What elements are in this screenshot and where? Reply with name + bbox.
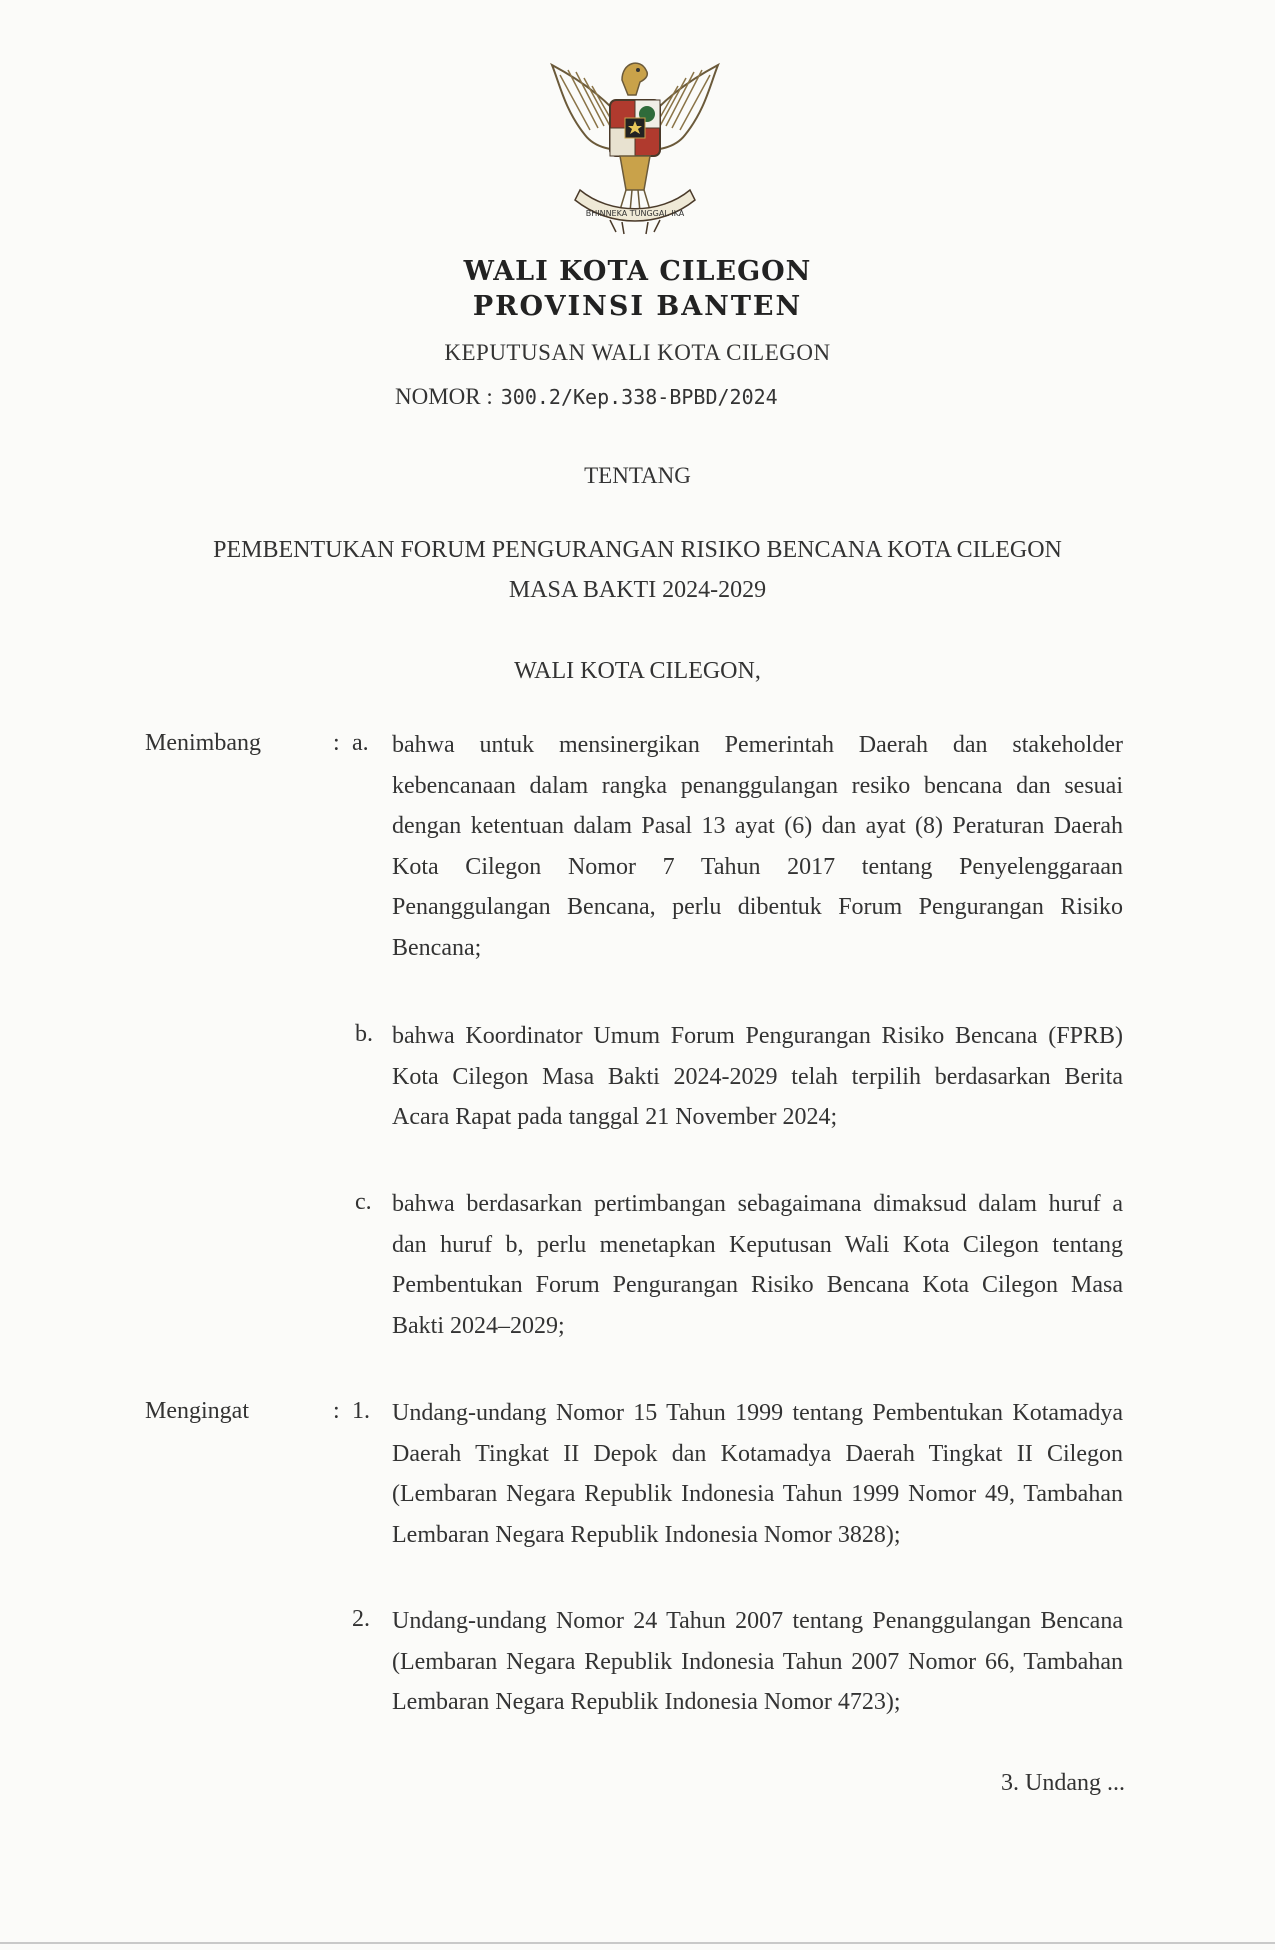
- garuda-emblem-icon: [540, 40, 730, 240]
- issuer-title: WALI KOTA CILEGON: [463, 256, 812, 287]
- subject-line-1: PEMBENTUKAN FORUM PENGURANGAN RISIKO BENCANA KOTA CILEGON: [213, 537, 1062, 563]
- menimbang-item-a: bahwa untuk mensinergikan Pemerintah Daerah dan stakeholder kebencanaan dalam rangka penanggulangan resiko bencana dan sesuai dengan ketentuan dalam Pasal 13 ayat (6) dan ayat (8) Peraturan Daerah Kota Cilegon Nomor 7 Tahun 2017 tentang Penyelenggaraan Penanggulangan Bencana, perlu dibentuk Forum Pengurangan Risiko Bencana;: [392, 732, 1123, 961]
- menimbang-colon: :: [333, 730, 340, 756]
- subject-line-2: MASA BAKTI 2024-2029: [508, 577, 767, 603]
- province-title: PROVINSI BANTEN: [472, 291, 803, 322]
- decree-type: KEPUTUSAN WALI KOTA CILEGON: [444, 340, 831, 365]
- issuer-line: WALI KOTA CILEGON,: [514, 658, 761, 684]
- decree-number: [395, 384, 778, 410]
- menimbang-marker-a: a.: [352, 730, 369, 756]
- mengingat-marker-2: 2.: [352, 1606, 370, 1632]
- scan-edge-line: [0, 1942, 1275, 1944]
- mengingat-marker-1: 1.: [352, 1398, 370, 1424]
- menimbang-marker-c: c.: [355, 1189, 372, 1215]
- nomor-label: NOMOR :: [395, 384, 493, 409]
- menimbang-label: Menimbang: [145, 730, 261, 756]
- page-continuation: 3. Undang ...: [1001, 1770, 1125, 1796]
- mengingat-item-1: Undang-undang Nomor 15 Tahun 1999 tentang Pembentukan Kotamadya Daerah Tingkat II Depok dan Kotamadya Daerah Tingkat II Cilegon (Lembaran Negara Republik Indonesia Tahun 1999 Nomor 49, Tambahan Lembaran Negara Republik Indonesia Nomor 3828);: [392, 1400, 1123, 1548]
- menimbang-item-b: bahwa Koordinator Umum Forum Pengurangan Risiko Bencana (FPRB) Kota Cilegon Masa Bakti 2024-2029 telah terpilih berdasarkan Berita Acara Rapat pada tanggal 21 November 2024;: [392, 1023, 1123, 1130]
- mengingat-label: Mengingat: [145, 1398, 249, 1424]
- mengingat-item-2: Undang-undang Nomor 24 Tahun 2007 tentang Penanggulangan Bencana (Lembaran Negara Republik Indonesia Tahun 2007 Nomor 66, Tambahan Lembaran Negara Republik Indonesia Nomor 4723);: [392, 1608, 1123, 1715]
- tentang-heading: TENTANG: [584, 463, 691, 488]
- menimbang-item-c: bahwa berdasarkan pertimbangan sebagaimana dimaksud dalam huruf a dan huruf b, perlu menetapkan Keputusan Wali Kota Cilegon tentang Pembentukan Forum Pengurangan Risiko Bencana Kota Cilegon Masa Bakti 2024–2029;: [392, 1191, 1123, 1339]
- svg-text:BHINNEKA TUNGGAL IKA: BHINNEKA TUNGGAL IKA: [585, 209, 685, 218]
- nomor-value: 300.2/Kep.338-BPBD/2024: [500, 385, 778, 409]
- mengingat-colon: :: [333, 1398, 340, 1424]
- menimbang-marker-b: b.: [355, 1021, 373, 1047]
